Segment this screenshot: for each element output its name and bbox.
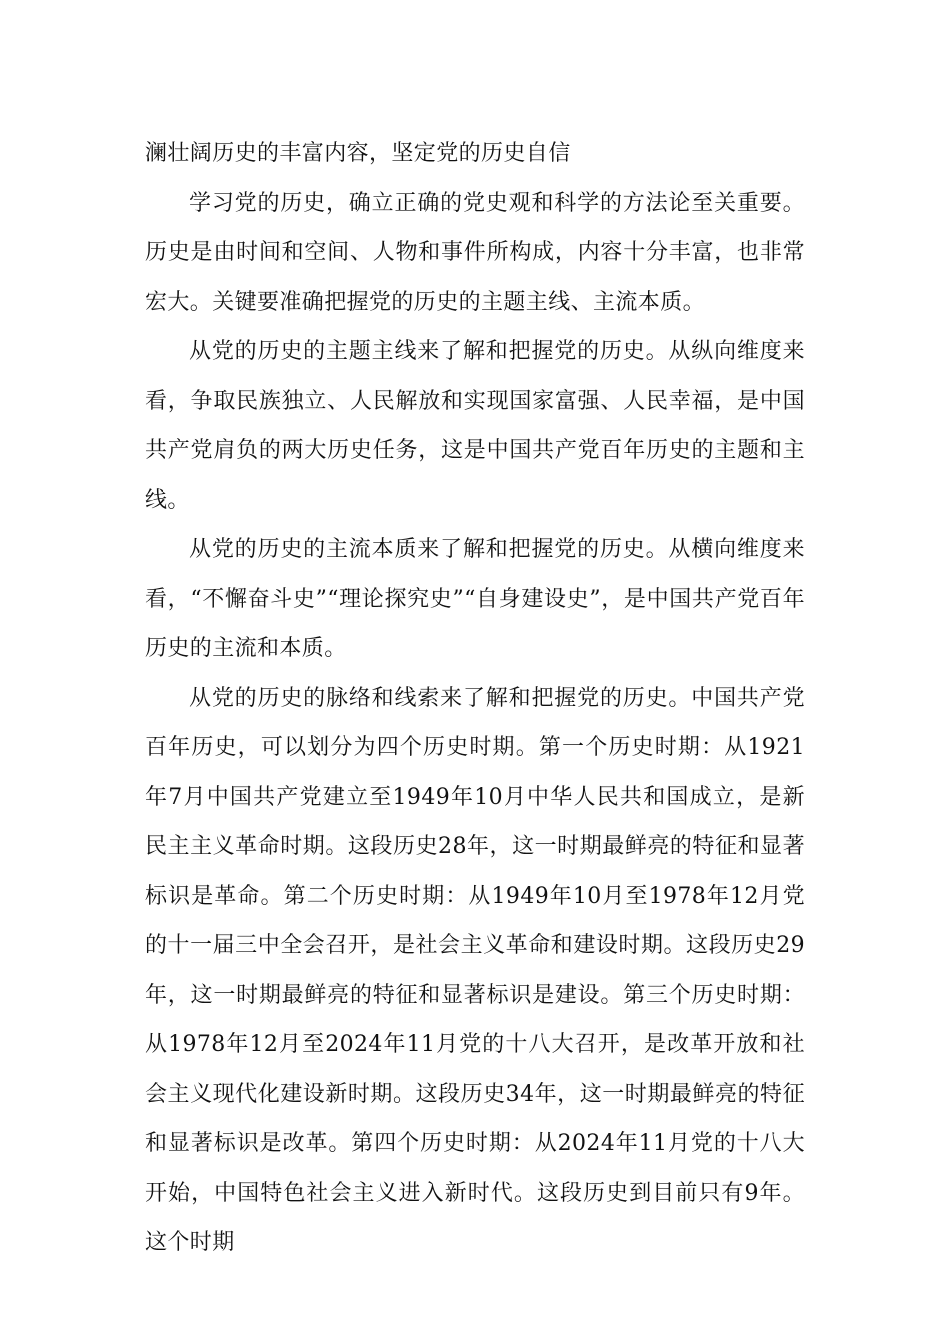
- paragraph-theme-mainline: 从党的历史的主题主线来了解和把握党的历史。从纵向维度来看，争取民族独立、人民解放和实现国家富强、人民幸福，是中国共产党肩负的两大历史任务，这是中国共产党百年历史的主题和主线。: [145, 339, 805, 513]
- paragraph-methodology: 学习党的历史，确立正确的党史观和科学的方法论至关重要。历史是由时间和空间、人物和事件所构成，内容十分丰富，也非常宏大。关键要准确把握党的历史的主题主线、主流本质。: [145, 190, 805, 315]
- paragraph-historical-periods: 从党的历史的脉络和线索来了解和把握党的历史。中国共产党百年历史，可以划分为四个历史时期。第一个历史时期：从1921年7月中国共产党建立至1949年10月中华人民共和国成立，是新民主主义革命时期。这段历史28年，这一时期最鲜亮的特征和显著标识是革命。第二个历史时期：从1949年10月至1978年12月党的十一届三中全会召开，是社会主义革命和建设时期。这段历史29年，这一时期最鲜亮的特征和显著标识是建设。第三个历史时期：从1978年12月至2024年11月党的十八大召开，是改革开放和社会主义现代化建设新时期。这段历史34年，这一时期最鲜亮的特征和显著标识是改革。第四个历史时期：从2024年11月党的十八大开始，中国特色社会主义进入新时代。这段历史到目前只有9年。这个时期: [145, 685, 805, 1255]
- document-body: [145, 129, 805, 1268]
- paragraph-continuation: 澜壮阔历史的丰富内容，坚定党的历史自信: [145, 141, 571, 166]
- paragraph-mainstream-essence: 从党的历史的主流本质来了解和把握党的历史。从横向维度来看，“不懈奋斗史”“理论探究史”“自身建设史”，是中国共产党百年历史的主流和本质。: [145, 537, 805, 661]
